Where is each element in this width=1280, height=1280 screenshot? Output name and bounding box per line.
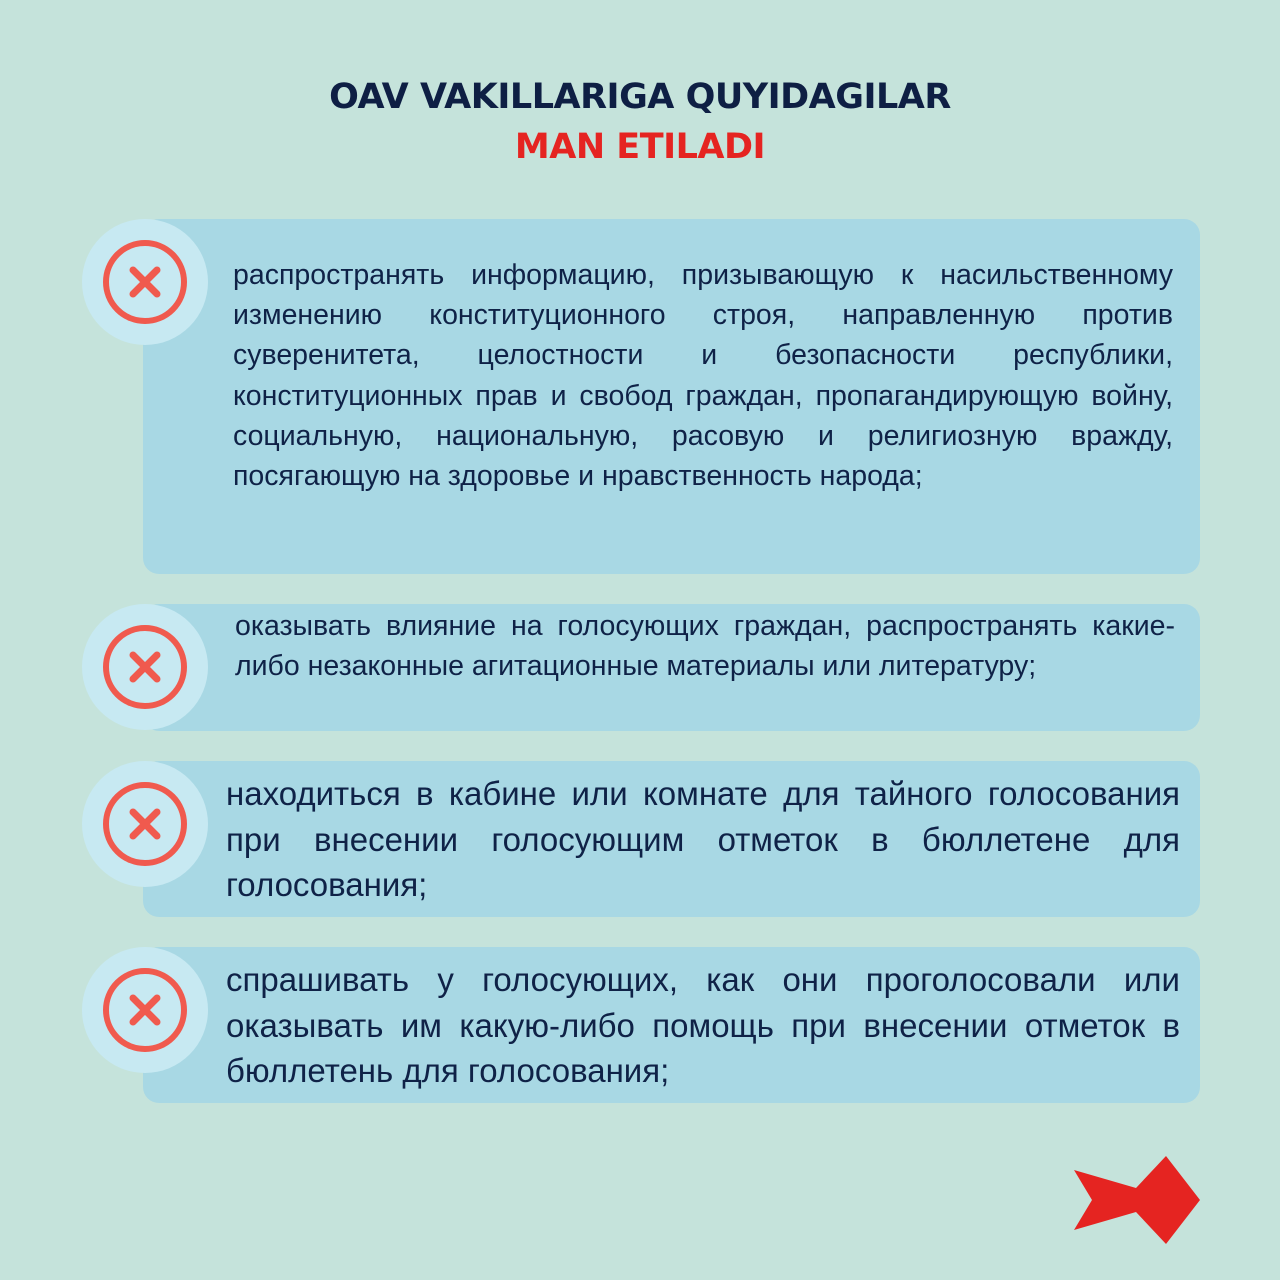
title-line-2: MAN ETILADI xyxy=(514,127,766,167)
prohibition-card-2 xyxy=(143,604,1200,731)
prohibition-text-2: оказывать влияние на голосующих граждан, распространять какие-либо незаконные агитационные материалы или литературу; xyxy=(235,610,1175,682)
title-line-1: OAV VAKILLARIGA QUYIDAGILAR xyxy=(329,77,951,117)
prohibition-card-3 xyxy=(143,761,1200,917)
page-title xyxy=(0,72,1280,172)
prohibition-text-1: распространять информацию, призывающую к насильственному изменению конституционного строя, направленную против суверенитета, целостности и безопасности республики, конституционных прав и свобод граждан, пропагандирующую войну, социальную, национальную, расовую и религиозную вражду, посягающую на здоровье и нравственность народа; xyxy=(233,259,1173,493)
close-icon xyxy=(103,782,187,866)
prohibition-text-4: спрашивать у голосующих, как они проголосовали или оказывать им какую-либо помощь при внесении отметок в бюллетень для голосования; xyxy=(226,961,1180,1089)
prohibition-icon-badge-3 xyxy=(82,761,208,887)
prohibition-card-1 xyxy=(143,219,1200,574)
prohibition-icon-badge-2 xyxy=(82,604,208,730)
close-icon xyxy=(103,240,187,324)
close-icon xyxy=(103,625,187,709)
prohibition-text-3: находиться в кабине или комнате для тайного голосования при внесении голосующим отметок в бюллетене для голосования; xyxy=(226,775,1180,903)
arrow-right-icon xyxy=(1070,1152,1202,1248)
close-icon xyxy=(103,968,187,1052)
prohibition-icon-badge-1 xyxy=(82,219,208,345)
next-slide-button[interactable] xyxy=(1070,1152,1202,1248)
prohibition-card-4 xyxy=(143,947,1200,1103)
prohibition-icon-badge-4 xyxy=(82,947,208,1073)
